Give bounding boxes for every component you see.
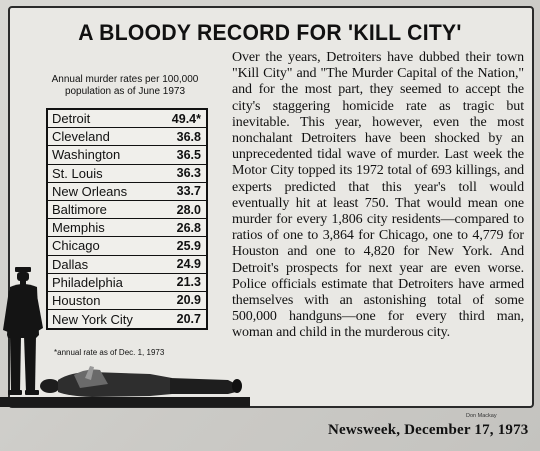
table-footnote: *annual rate as of Dec. 1, 1973	[54, 348, 165, 357]
murder-rate-value: 28.0	[176, 202, 201, 217]
city-name: Cleveland	[52, 129, 110, 145]
police-officer-figure	[3, 267, 43, 395]
city-name: Washington	[52, 147, 121, 163]
murder-rate-value: 36.5	[176, 147, 201, 162]
murder-rate-value: 49.4*	[171, 111, 201, 126]
publication-source: Newsweek, December 17, 1973	[328, 422, 529, 438]
murder-rate-value: 25.9	[176, 238, 201, 253]
murder-rate-value: 20.9	[176, 293, 201, 308]
city-name: St. Louis	[52, 165, 103, 181]
murder-rate-value: 36.3	[176, 166, 201, 181]
city-name: Dallas	[52, 256, 89, 272]
murder-rate-value: 24.9	[176, 257, 201, 272]
ground-shadow	[0, 397, 250, 407]
table-caption: Annual murder rates per 100,000 population as of June 1973	[51, 74, 199, 97]
photo-credit: Don Mackay	[466, 413, 497, 419]
murder-rate-value: 26.8	[176, 220, 201, 235]
city-name: New Orleans	[52, 183, 128, 199]
city-name: New York City	[52, 311, 133, 327]
headline: A BLOODY RECORD FOR 'KILL CITY'	[78, 20, 462, 45]
murder-rate-value: 20.7	[176, 312, 201, 327]
lying-body-figure	[40, 366, 242, 397]
murder-rate-value: 33.7	[176, 184, 201, 199]
city-name: Chicago	[52, 238, 100, 254]
city-name: Detroit	[52, 111, 91, 127]
city-name: Memphis	[52, 220, 105, 236]
murder-rate-value: 21.3	[176, 275, 201, 290]
city-name: Houston	[52, 292, 101, 308]
article-body: Over the years, Detroiters have dubbed their town "Kill City" and "The Murder Capital of the Nation," and for the most part, they seemed to accept the city's staggering homicide rate as tragic but inevitable. This year, however, even the most nonchalant Detroiters have been shocked by an unprecedented tidal wave of murder. Last week the Motor City topped its 1972 total of 693 killings, and experts predicted that this year's toll would eventually hit at least 750. That would mean one murder for every 1,806 city residents—compared to ratios of one to 3,864 for Chicago, one to 4,779 for Houston and one to 4,820 for New York. And Detroit's prospects for next year are even worse. Police officials estimate that Detroiters have armed themselves with an astonishing total of some 500,000 handguns—one for every third man, woman and child in the murderous city.	[232, 50, 524, 341]
murder-rate-value: 36.8	[176, 129, 201, 144]
city-name: Baltimore	[52, 202, 107, 218]
city-name: Philadelphia	[52, 274, 123, 290]
